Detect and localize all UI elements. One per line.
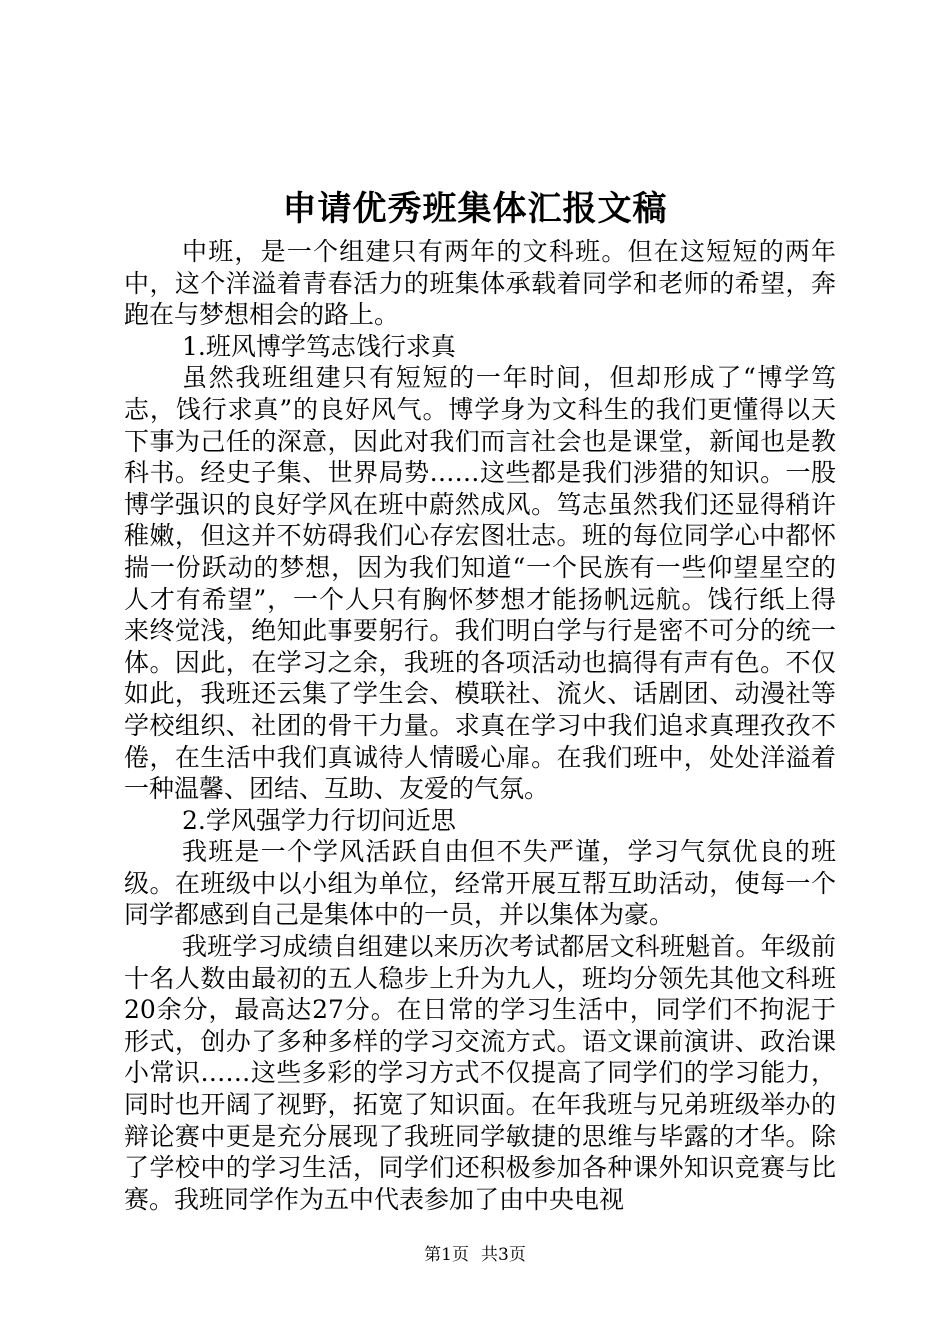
section-heading-2: 2.学风强学力行切问近思 xyxy=(182,805,456,835)
section-1-paragraph: 虽然我班组建只有短短的一年时间，但却形成了“博学笃志，饯行求真”的良好风气。博学身为文科生的我们更懂得以天下事为己任的深意，因此对我们而言社会也是课堂，新闻也是教科书。经史子集、世界局势……这些都是我们涉猎的知识。一股博学强识的良好学风在班中蔚然成风。笃志虽然我们还显得稍许稚嫩，但这并不妨碍我们心存宏图壮志。班的每位同学心中都怀揣一份跃动的梦想，因为我们知道“一个民族有一些仰望星空的人才有希望”，一个人只有胸怀梦想才能扬帆远航。饯行纸上得来终觉浅，绝知此事要躬行。我们明白学与行是密不可分的统一体。因此，在学习之余，我班的各项活动也搞得有声有色。不仅如此，我班还云集了学生会、模联社、流火、话剧团、动漫社等学校组织、社团的骨干力量。求真在学习中我们追求真理孜孜不倦，在生活中我们真诚待人情暖心扉。在我们班中，处处洋溢着一种温馨、团结、互助、友爱的气氛。 xyxy=(124,363,836,804)
page-number: 第1页 xyxy=(424,1245,469,1265)
intro-paragraph: 中班，是一个组建只有两年的文科班。但在这短短的两年中，这个洋溢着青春活力的班集体承载着同学和老师的希望，奔跑在与梦想相会的路上。 xyxy=(124,237,836,330)
section-2-paragraph-2: 我班学习成绩自组建以来历次考试都居文科班魁首。年级前十名人数由最初的五人稳步上升为九人，班均分领先其他文科班20余分，最高达27分。在日常的学习生活中，同学们不拘泥于形式，创办了多种多样的学习交流方式。语文课前演讲、政治课小常识……这些多彩的学习方式不仅提高了同学们的学习能力，同时也开阔了视野，拓宽了知识面。在年我班与兄弟班级举办的辩论赛中更是充分展现了我班同学敏捷的思维与毕露的才华。除了学校中的学习生活，同学们还积极参加各种课外知识竞赛与比赛。我班同学作为五中代表参加了由中央电视 xyxy=(124,932,836,1214)
page-total: 共3页 xyxy=(481,1245,526,1265)
page-footer xyxy=(0,1243,950,1267)
document-title: 申请优秀班集体汇报文稿 xyxy=(282,189,668,229)
document-body xyxy=(124,236,836,1215)
section-heading-1: 1.班风博学笃志饯行求真 xyxy=(182,331,456,361)
section-2-paragraph-1: 我班是一个学风活跃自由但不失严谨，学习气氛优良的班级。在班级中以小组为单位，经常开展互帮互助活动，使每一个同学都感到自己是集体中的一员，并以集体为豪。 xyxy=(124,837,836,930)
